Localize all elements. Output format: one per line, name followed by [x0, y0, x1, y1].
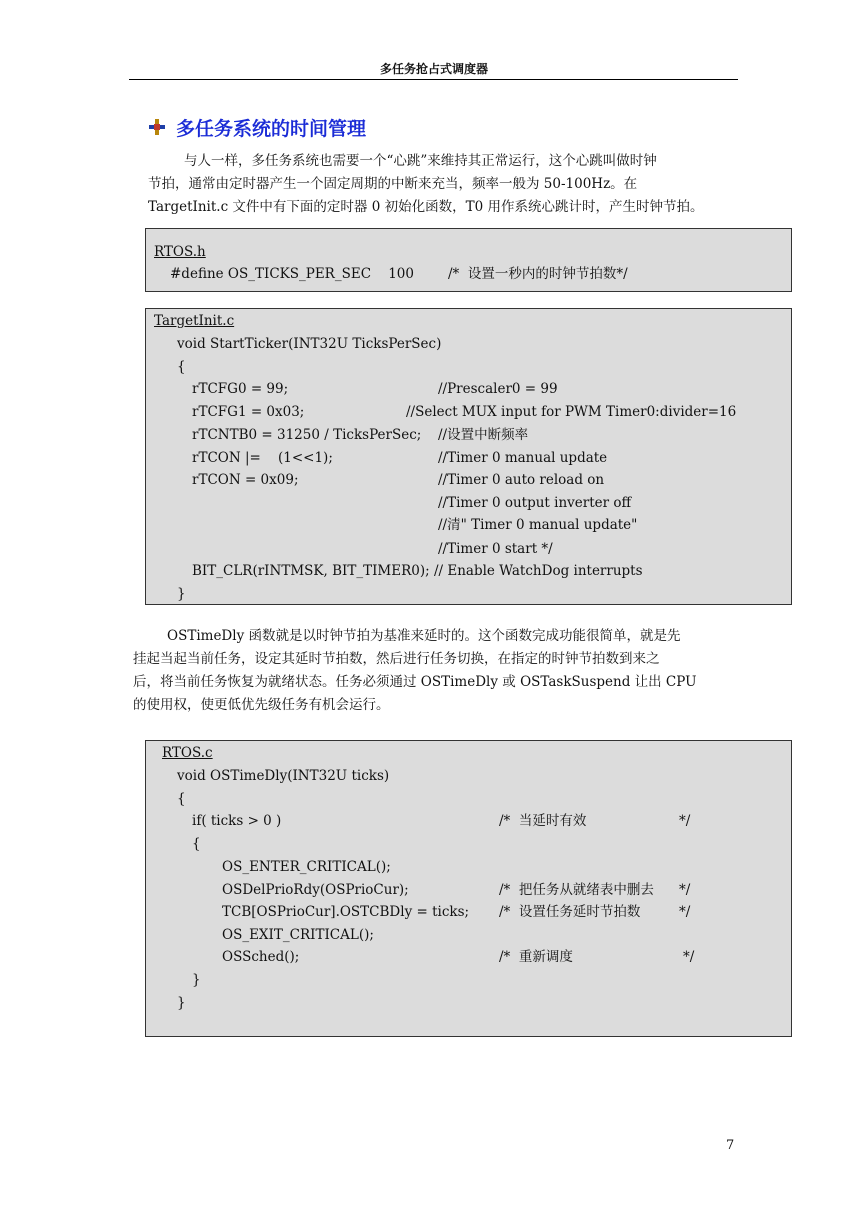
- code-line: OS_EXIT_CRITICAL();: [222, 927, 374, 943]
- code-comment-end: */: [683, 949, 695, 965]
- code-comment: //Select MUX input for PWM Timer0:divider=16: [406, 404, 737, 420]
- code-filename: TargetInit.c: [154, 313, 235, 329]
- code-comment: //Timer 0 auto reload on: [438, 472, 605, 488]
- code-comment: //Timer 0 manual update: [438, 450, 608, 466]
- code-line: TCB[OSPrioCur].OSTCBDly = ticks;: [222, 904, 470, 920]
- code-comment: //Timer 0 start */: [438, 541, 553, 557]
- code-line: if( ticks > 0 ): [192, 813, 282, 829]
- code-line: OSDelPrioRdy(OSPrioCur);: [222, 882, 409, 898]
- code-line: rTCFG1 = 0x03;: [192, 404, 305, 420]
- section-heading: [148, 114, 366, 140]
- code-line: OSSched();: [222, 949, 300, 965]
- code-line: }: [192, 972, 201, 988]
- intro-paragraph: [148, 150, 703, 219]
- code-comment: /* 重新调度: [499, 949, 573, 965]
- code-comment: /* 把任务从就绪表中删去: [499, 882, 654, 898]
- code-comment: //设置中断频率: [438, 427, 529, 443]
- code-filename: RTOS.h: [154, 244, 206, 260]
- code-line: rTCON = 0x09;: [192, 472, 299, 488]
- code-comment-end: */: [679, 882, 691, 898]
- code-line: void StartTicker(INT32U TicksPerSec): [177, 336, 442, 352]
- code-line: }: [177, 995, 186, 1011]
- code-line: rTCON |= (1<<1);: [192, 450, 333, 466]
- code-box-targetinit-c: [145, 308, 792, 605]
- code-line: OS_ENTER_CRITICAL();: [222, 859, 391, 875]
- code-line: rTCNTB0 = 31250 / TicksPerSec;: [192, 427, 422, 443]
- code-line: {: [177, 359, 186, 375]
- section-heading-text: 多任务系统的时间管理: [176, 117, 367, 140]
- code-line: BIT_CLR(rINTMSK, BIT_TIMER0); // Enable WatchDog interrupts: [192, 563, 643, 579]
- code-comment: //Prescaler0 = 99: [438, 381, 558, 397]
- ostimedly-paragraph: [133, 625, 696, 717]
- paragraph-line: 后，将当前任务恢复为就绪状态。任务必须通过 OSTimeDly 或 OSTaskSuspend 让出 CPU: [133, 674, 697, 690]
- code-line: void OSTimeDly(INT32U ticks): [177, 768, 390, 784]
- code-box-rtos-h: [145, 228, 792, 292]
- paragraph-line: TargetInit.c 文件中有下面的定时器 0 初始化函数，T0 用作系统心跳计时，产生时钟节拍。: [148, 199, 704, 215]
- paragraph-line: 与人一样，多任务系统也需要一个“心跳”来维持其正常运行，这个心跳叫做时钟: [184, 153, 657, 169]
- page-number: 7: [726, 1138, 735, 1153]
- code-comment: /* 当延时有效: [499, 813, 587, 829]
- code-comment-end: */: [679, 813, 691, 829]
- code-comment: /* 设置一秒内的时钟节拍数*/: [448, 266, 628, 282]
- paragraph-line: 节拍，通常由定时器产生一个固定周期的中断来充当，频率一般为 50-100Hz。在: [148, 176, 638, 192]
- code-line: #define OS_TICKS_PER_SEC 100: [170, 266, 414, 282]
- code-line: rTCFG0 = 99;: [192, 381, 289, 397]
- code-line: }: [177, 586, 186, 602]
- code-comment: //Timer 0 output inverter off: [438, 495, 632, 511]
- page-header: 多任务抢占式调度器: [379, 62, 488, 76]
- header-rule: [129, 79, 738, 80]
- code-line: {: [177, 791, 186, 807]
- paragraph-line: OSTimeDly 函数就是以时钟节拍为基准来延时的。这个函数完成功能很简单，就是先: [167, 628, 681, 644]
- paragraph-line: 挂起当起当前任务，设定其延时节拍数，然后进行任务切换，在指定的时钟节拍数到来之: [133, 651, 660, 667]
- code-line: {: [192, 836, 201, 852]
- paragraph-line: 的使用权，使更低优先级任务有机会运行。: [133, 697, 390, 713]
- code-filename: RTOS.c: [162, 745, 213, 761]
- bullet-cross-icon: [148, 118, 166, 136]
- code-comment: //清" Timer 0 manual update": [438, 517, 638, 533]
- code-box-rtos-c: [145, 740, 792, 1037]
- code-comment-end: */: [679, 904, 691, 920]
- code-comment: /* 设置任务延时节拍数: [499, 904, 641, 920]
